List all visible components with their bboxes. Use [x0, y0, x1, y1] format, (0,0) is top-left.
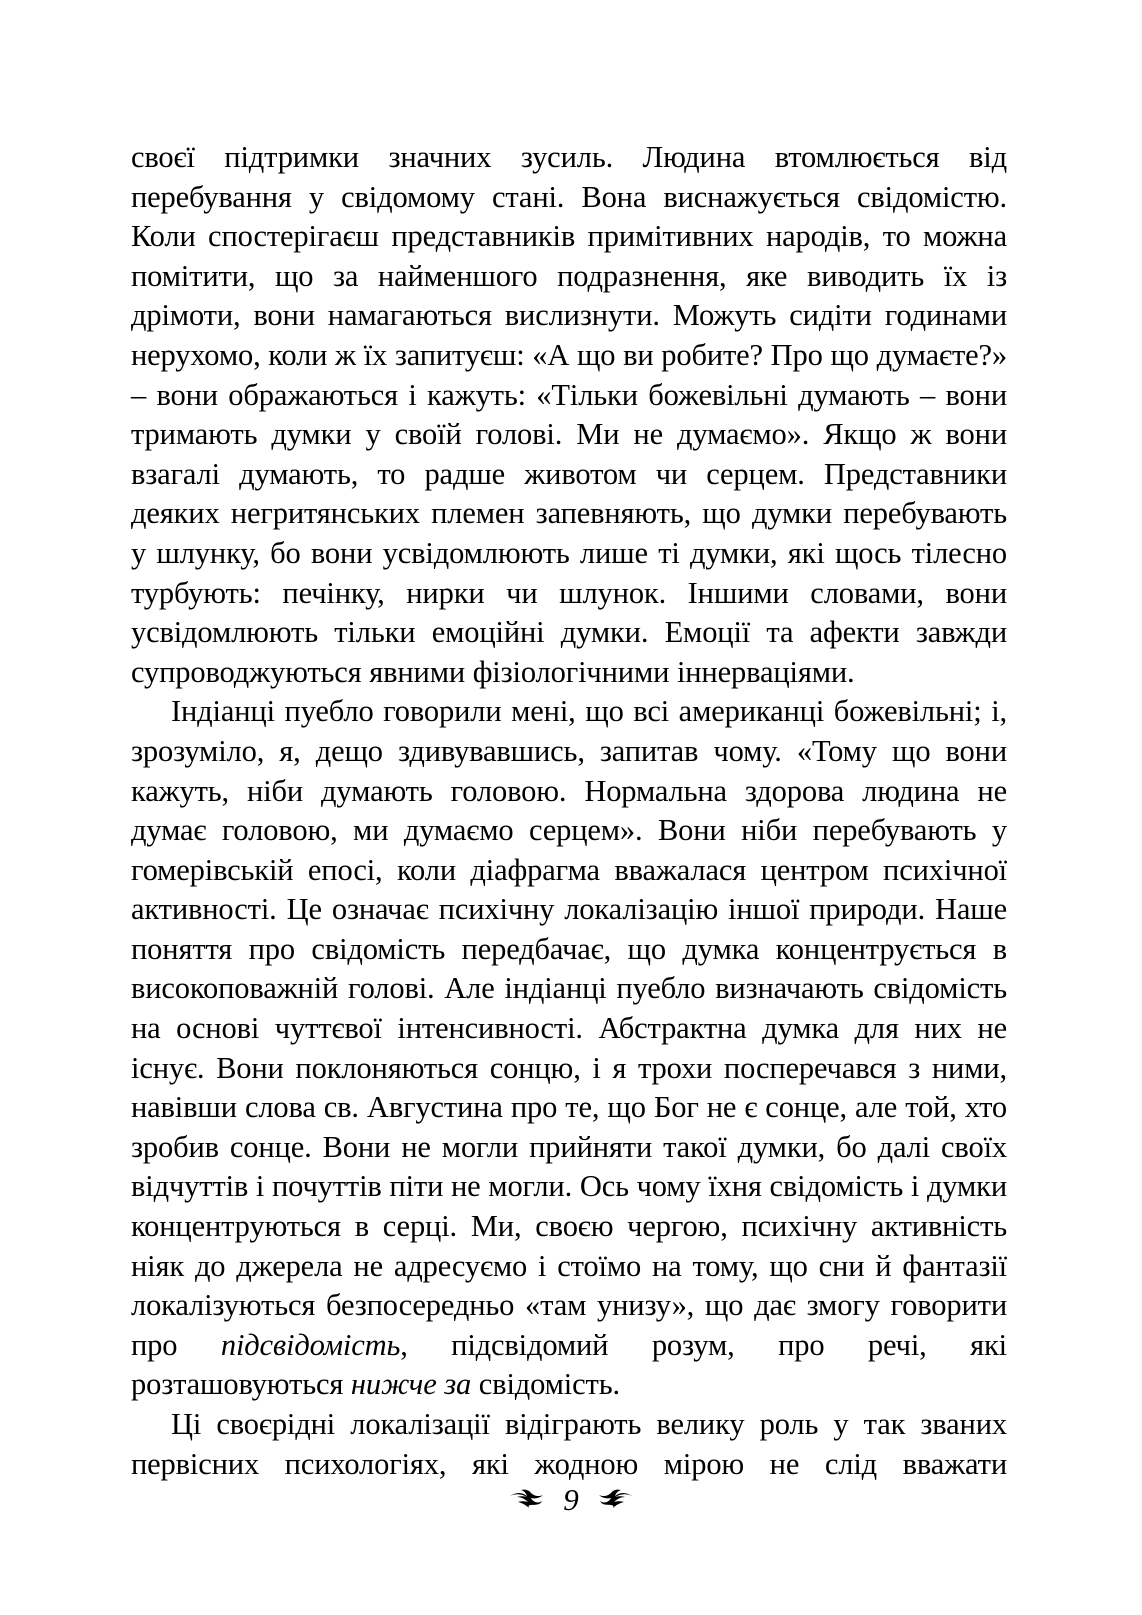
paragraph-1: [131, 138, 1007, 692]
emphasis-nyzhche-za: нижче за: [350, 1367, 472, 1402]
paragraph-1-run-0: своєї підтримки значних зусиль. Людина втомлюється від перебування у свідомому стані. Вона виснажується свідомістю. Коли спостерігаєш представників примітивних народів, то можна помітити, що за найменшого подразнення, яке виводить їх із дрімоти, вони намагаються вислизнути. Можуть сидіти годинами нерухомо, коли ж їх запитуєш: «А що ви робите? Про що думаєте?» – вони ображаються і кажуть: «Тільки божевільні думають – вони тримають думки у своїй голові. Ми не думаємо». Якщо ж вони взагалі думають, то радше животом чи серцем. Представники деяких негритянських племен запевняють, що думки перебувають у шлунку, бо вони усвідомлюють лише ті думки, які щось тілесно турбують: печінку, нирки чи шлунок. Іншими словами, вони усвідомлюють тільки емоційні думки. Емоції та афекти завжди супроводжуються явними фізіологічними іннерваціями.: [131, 140, 1007, 689]
page-footer: [0, 1484, 1142, 1515]
paragraph-2: [131, 692, 1007, 1405]
leaf-flourish-right-icon: [593, 1489, 633, 1511]
paragraph-3-run-0: Ці своєрідні локалізації відіграють велику роль у так званих первісних психологіях, які жодною мірою не слід вважати: [131, 1407, 1007, 1481]
paragraph-2-run-2: , підсвідомий розум, про речі, які розташовуються: [131, 1327, 1007, 1402]
paragraph-2-run-4: свідомість.: [471, 1367, 620, 1402]
paragraph-2-run-0: Індіанці пуебло говорили мені, що всі американці божевільні; і, зрозуміло, я, дещо здивувавшись, запитав чому. «Тому що вони кажуть, ніби думають головою. Нормальна здорова людина не думає головою, ми думаємо серцем». Вони ніби перебувають у гомерівській епосі, коли діафрагма вважалася центром психічної активності. Це означає психічну локалізацію іншої природи. Наше поняття про свідомість передбачає, що думка концентрується в високоповажній голові. Але індіанці пуебло визначають свідомість на основі чуттєвої інтенсивності. Абстрактна думка для них не існує. Вони поклоняються сонцю, і я трохи посперечався з ними, навівши слова св. Августина про те, що Бог не є сонце, але той, хто зробив сонце. Вони не могли прийняти такої думки, бо далі своїх відчуттів і почуттів піти не могли. Ось чому їхня свідомість і думки концентруються в серці. Ми, своєю чергою, психічну активність ніяк до джерела не адресуємо і стоїмо на тому, що сни й фантазії локалізуються безпосередньо «там унизу», що дає змогу говорити про: [131, 694, 1007, 1362]
page-number: 9: [563, 1482, 579, 1517]
emphasis-pidsvidomist: підсвідомість: [220, 1327, 401, 1362]
page-text-block: [131, 138, 1007, 1524]
leaf-flourish-left-icon: [509, 1489, 549, 1511]
